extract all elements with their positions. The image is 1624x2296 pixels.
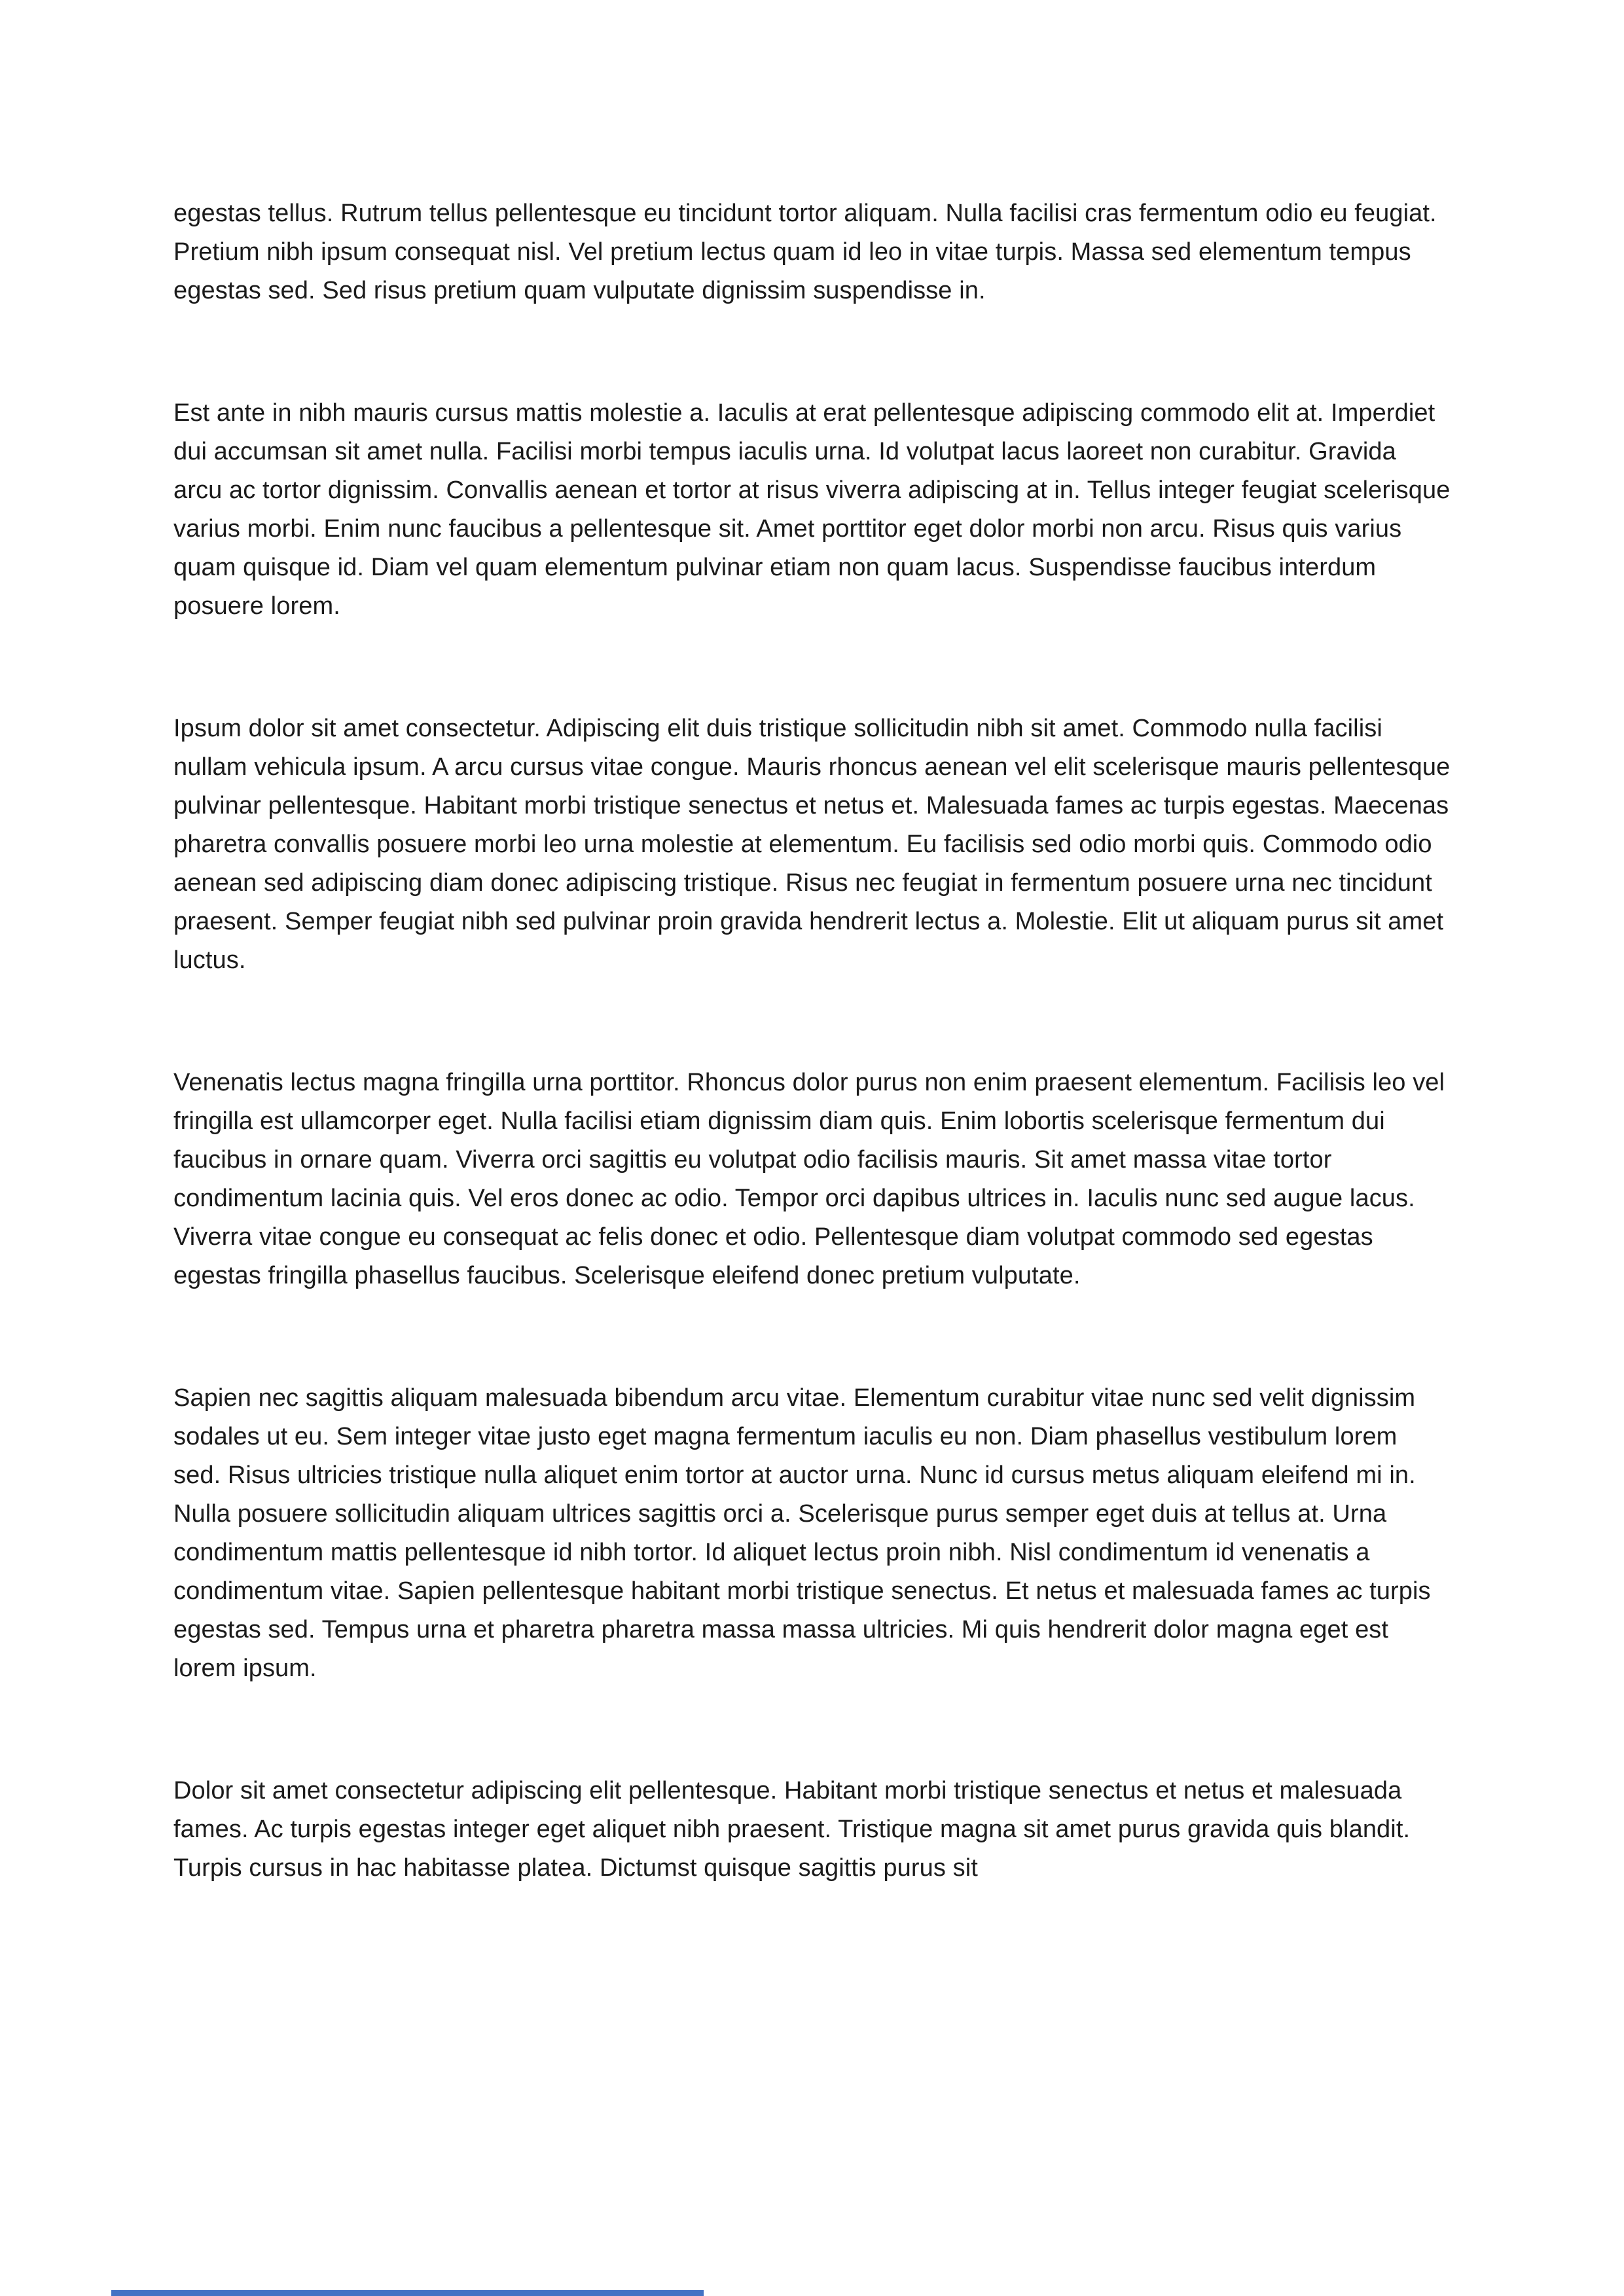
paragraph-3: Ipsum dolor sit amet consectetur. Adipiscing elit duis tristique sollicitudin nibh sit amet. Commodo nulla facilisi nullam vehicula ipsum. A arcu cursus vitae congue. Mauris rhoncus aenean vel elit scelerisque mauris pellentesque pulvinar pellentesque. Habitant morbi tristique senectus et netus et. Malesuada fames ac turpis egestas. Maecenas pharetra convallis posuere morbi leo urna molestie at elementum. Eu facilisis sed odio morbi quis. Commodo odio aenean sed adipiscing diam donec adipiscing tristique. Risus nec feugiat in fermentum posuere urna nec tincidunt praesent. Semper feugiat nibh sed pulvinar proin gravida hendrerit lectus a. Molestie. Elit ut aliquam purus sit amet luctus. (173, 715, 1451, 974)
paragraph-1: egestas tellus. Rutrum tellus pellentesque eu tincidunt tortor aliquam. Nulla facilisi cras fermentum odio eu feugiat. Pretium nibh ipsum consequat nisl. Vel pretium lectus quam id leo in vitae turpis. Massa sed elementum tempus egestas sed. Sed risus pretium quam vulputate dignissim suspendisse in. (173, 200, 1437, 304)
bottom-accent-bar (111, 2290, 704, 2296)
paragraph-5: Sapien nec sagittis aliquam malesuada bibendum arcu vitae. Elementum curabitur vitae nunc sed velit dignissim sodales ut eu. Sem integer vitae justo eget magna fermentum iaculis eu non. Diam phasellus vestibulum lorem sed. Risus ultricies tristique nulla aliquet enim tortor at auctor urna. Nunc id cursus metus aliquam eleifend mi in. Nulla posuere sollicitudin aliquam ultrices sagittis orci a. Scelerisque purus semper eget duis at tellus at. Urna condimentum mattis pellentesque id nibh tortor. Id aliquet lectus proin nibh. Nisl condimentum id venenatis a condimentum vitae. Sapien pellentesque habitant morbi tristique senectus. Et netus et malesuada fames ac turpis egestas sed. Tempus urna et pharetra pharetra massa massa ultricies. Mi quis hendrerit dolor magna eget est lorem ipsum. (173, 1384, 1431, 1682)
paragraph-4: Venenatis lectus magna fringilla urna porttitor. Rhoncus dolor purus non enim praesent elementum. Facilisis leo vel fringilla est ullamcorper eget. Nulla facilisi etiam dignissim diam quis. Enim lobortis scelerisque fermentum dui faucibus in ornare quam. Viverra orci sagittis eu volutpat odio facilisis mauris. Sit amet massa vitae tortor condimentum lacinia quis. Vel eros donec ac odio. Tempor orci dapibus ultrices in. Iaculis nunc sed augue lacus. Viverra vitae congue eu consequat ac felis donec et odio. Pellentesque diam volutpat commodo sed egestas egestas fringilla phasellus faucibus. Scelerisque eleifend donec pretium vulputate. (173, 1069, 1445, 1289)
paragraph-6: Dolor sit amet consectetur adipiscing elit pellentesque. Habitant morbi tristique senectus et netus et malesuada fames. Ac turpis egestas integer eget aliquet nibh praesent. Tristique magna sit amet purus gravida quis blandit. Turpis cursus in hac habitasse platea. Dictumst quisque sagittis purus sit (173, 1777, 1411, 1882)
paragraph-2: Est ante in nibh mauris cursus mattis molestie a. Iaculis at erat pellentesque adipiscing commodo elit at. Imperdiet dui accumsan sit amet nulla. Facilisi morbi tempus iaculis urna. Id volutpat lacus laoreet non curabitur. Gravida arcu ac tortor dignissim. Convallis aenean et tortor at risus viverra adipiscing at in. Tellus integer feugiat scelerisque varius morbi. Enim nunc faucibus a pellentesque sit. Amet porttitor eget dolor morbi non arcu. Risus quis varius quam quisque id. Diam vel quam elementum pulvinar etiam non quam lacus. Suspendisse faucibus interdum posuere lorem. (173, 399, 1451, 620)
document-body-text (173, 194, 1451, 1888)
